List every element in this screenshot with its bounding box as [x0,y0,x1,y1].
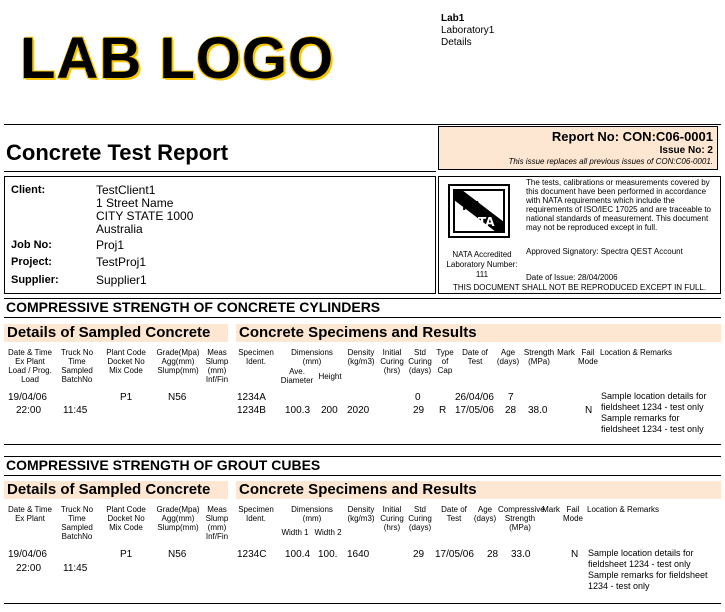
date-of-test: 26/04/06 [455,392,494,403]
lab-name: Lab1 [441,13,465,24]
specimen-ident: 1234A [237,392,266,403]
supplier-name: Supplier1 [96,273,147,287]
project-name: TestProj1 [96,255,147,269]
nata-accredited-line: Laboratory Number: [446,260,518,269]
density: 2020 [347,405,370,416]
col-date-of-test: Date of Test [462,348,488,366]
band-sampled-concrete: Details of Sampled Concrete [4,481,228,499]
client-line: TestClient1 [96,183,156,197]
client-address [96,184,193,236]
sample-time: 22:00 [16,405,42,416]
col-height: Height [318,372,342,381]
report-title: Concrete Test Report [6,140,229,165]
col-width-1: Width 1 [281,528,309,537]
cap-type: R [439,405,447,416]
col-diameter: Ave. Diameter [280,367,314,385]
location-remarks: Sample location details for fieldsheet 1234 - test only Sample remarks for fieldsheet 1234 - test only [588,548,708,591]
col-initial-curing: Initial Curing (hrs) [380,348,404,375]
nata-statement-line: requirements of ISO/IEC 17025 and are traceable to [526,205,711,214]
col-density: Density (kg/m3) [347,348,375,366]
sample-time: 22:00 [16,563,42,574]
strength: 38.0 [528,405,548,416]
sample-date: 19/04/06 [8,549,47,560]
age: 28 [505,405,517,416]
col-truck: Truck No Time Sampled BatchNo [60,505,94,541]
nata-logo-mark [450,186,508,236]
divider [4,171,436,172]
sample-grade: N56 [168,549,187,560]
nata-statement-line: this document have been performed in accordance [526,187,707,196]
age: 28 [487,549,499,560]
nata-statement-line: with NATA requirements which include the [526,196,675,205]
col-age: Age (days) [496,348,520,366]
nata-statement-line: may not be reproduced except in full. [526,223,658,232]
report-number-box [438,126,718,170]
col-date-of-test: Date of Test [441,505,467,523]
section-title-cylinders: COMPRESSIVE STRENGTH OF CONCRETE CYLINDERS [4,298,721,318]
density: 1640 [347,549,370,560]
col-grade: Grade(Mpa) Agg(mm) Slump(mm) [156,348,200,375]
age: 7 [508,392,514,403]
width-2: 100. [318,549,338,560]
no-reproduce-note: THIS DOCUMENT SHALL NOT BE REPRODUCED EXCEPT IN FULL. [453,283,707,292]
col-dimensions: Dimensions (mm) [291,348,333,366]
col-grade: Grade(Mpa) Agg(mm) Slump(mm) [156,505,200,532]
client-line: Australia [96,222,143,236]
col-plant: Plant Code Docket No Mix Code [106,348,146,375]
sample-plant: P1 [120,549,133,560]
date-of-test: 17/05/06 [435,549,474,560]
svg-text:NA: NA [462,199,482,213]
band-specimens-results: Concrete Specimens and Results [236,481,721,499]
section-title-grout-cubes: COMPRESSIVE STRENGTH OF GROUT CUBES [4,456,721,476]
divider [4,603,721,604]
col-location-remarks: Location & Remarks [600,348,673,357]
lab-line-1: Laboratory1 [441,25,495,36]
lab-line-2: Details [441,37,472,48]
col-mark: Mark [557,348,575,357]
location-remarks: Sample location details for fieldsheet 1234 - test only Sample remarks for fieldsheet 1234 - test only [601,391,707,434]
nata-accredited-line: 111 [475,270,489,279]
nata-accredited [441,250,523,280]
col-specimen: Specimen Ident. [238,348,274,366]
sample-grade: N56 [168,392,187,403]
date-of-issue: Date of Issue: 28/04/2006 [526,273,618,282]
specimen-ident: 1234C [237,549,267,560]
lab-details [441,13,494,49]
nata-accreditation [438,176,721,294]
col-meas-slump: Meas Slump (mm) Inf/Fin [205,505,229,541]
nata-logo [448,184,510,238]
client-line: 1 Street Name [96,196,174,210]
col-date-time: Date & Time Ex Plant [7,505,52,523]
sample-date: 19/04/06 [8,392,47,403]
col-specimen: Specimen Ident. [238,505,274,523]
col-plant: Plant Code Docket No Mix Code [106,505,146,532]
col-age: Age (days) [473,505,497,523]
band-sampled-concrete: Details of Sampled Concrete [4,324,228,342]
col-density: Density (kg/m3) [347,505,375,523]
nata-statement-line: The tests, calibrations or measurements covered by [526,178,710,187]
sample-truck-time: 11:45 [63,405,88,416]
col-fail-mode: Fail Mode [577,348,598,366]
band-specimens-results: Concrete Specimens and Results [236,324,721,342]
width-1: 100.4 [285,549,311,560]
col-location-remarks: Location & Remarks [587,505,660,514]
divider [4,124,721,125]
divider [4,444,721,445]
col-date-time: Date & Time Ex Plant Load / Prog. Load [7,348,52,384]
col-std-curing: Std Curing (days) [408,505,432,532]
std-curing: 0 [415,392,421,403]
col-mark: Mark [542,505,560,514]
supplier-label: Supplier: [11,274,59,286]
col-fail-mode: Fail Mode [562,505,583,523]
fail-mode: N [585,405,593,416]
strength: 33.0 [511,549,531,560]
date-of-test: 17/05/06 [455,405,494,416]
nata-statement [526,178,718,232]
sample-truck-time: 11:45 [63,563,88,574]
nata-accredited-line: NATA Accredited [452,250,512,259]
std-curing: 29 [413,405,425,416]
client-line: CITY STATE 1000 [96,209,194,223]
report-number: Report No: CON:C06-0001 [551,129,713,144]
col-std-curing: Std Curing (days) [408,348,432,375]
job-label: Job No: [11,239,52,251]
issue-number: Issue No: 2 [659,145,713,156]
approved-signatory: Approved Signatory: Spectra QEST Account [526,247,683,256]
client-label: Client: [11,184,46,196]
svg-text:TA: TA [478,215,495,229]
client-details [4,176,436,294]
col-width-2: Width 2 [314,528,342,537]
replaces-note: This issue replaces all previous issues of CON:C06-0001. [508,157,713,166]
col-strength: Compressive Strength (MPa) [498,505,545,532]
std-curing: 29 [413,549,425,560]
col-dimensions: Dimensions (mm) [291,505,333,523]
project-label: Project: [11,256,52,268]
col-truck: Truck No Time Sampled BatchNo [60,348,94,384]
sample-plant: P1 [120,392,133,403]
fail-mode: N [571,549,579,560]
nata-statement-line: national standards of measurement. This document [526,214,709,223]
diameter: 100.3 [285,405,311,416]
job-number: Proj1 [96,238,125,252]
lab-logo: LAB LOGO [20,26,335,91]
height: 200 [321,405,338,416]
col-initial-curing: Initial Curing (hrs) [380,505,404,532]
col-strength: Strength (MPa) [523,348,555,366]
specimen-ident: 1234B [237,405,266,416]
col-cap-type: Type of Cap [436,348,454,375]
col-meas-slump: Meas Slump (mm) Inf/Fin [205,348,229,384]
